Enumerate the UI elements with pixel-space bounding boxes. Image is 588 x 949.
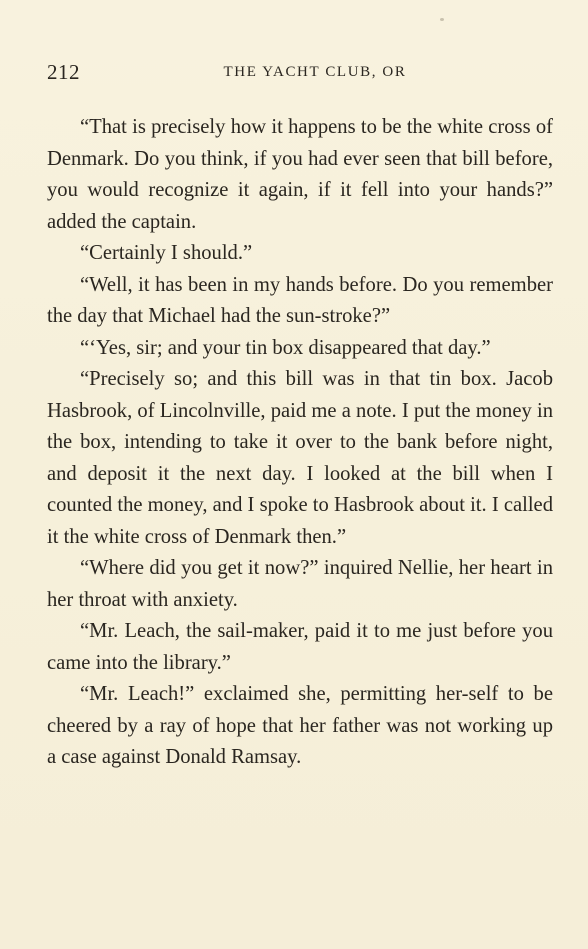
- paragraph: “Mr. Leach!” exclaimed she, permitting her-self to be cheered by a ray of hope that her father was not working up a case against Donald Ramsay.: [47, 683, 553, 768]
- page-header: [47, 60, 553, 90]
- paper-speck: [440, 18, 444, 21]
- paragraph: “That is precisely how it happens to be the white cross of Denmark. Do you think, if you had ever seen that bill before, you would recognize it again, if it fell into your hands?” added the captain.: [47, 116, 553, 233]
- paragraph: “Certainly I should.”: [80, 242, 253, 264]
- body-text: [47, 112, 553, 774]
- page-number: 212: [47, 60, 80, 84]
- paragraph: “Mr. Leach, the sail-maker, paid it to me just before you came into the library.”: [47, 620, 553, 674]
- paragraph: “Where did you get it now?” inquired Nellie, her heart in her throat with anxiety.: [47, 557, 553, 611]
- running-title: THE YACHT CLUB, OR: [223, 64, 407, 80]
- paragraph: “Precisely so; and this bill was in that tin box. Jacob Hasbrook, of Lincolnville, paid me a note. I put the money in the box, intending to take it over to the bank before night, and deposit it the next day. I looked at the bill when I counted the money, and I spoke to Hasbrook about it. I called it the white cross of Denmark then.”: [47, 368, 553, 548]
- paragraph: “Well, it has been in my hands before. Do you remember the day that Michael had the sun-stroke?”: [47, 273, 553, 327]
- paragraph: “‘Yes, sir; and your tin box disappeared that day.”: [80, 336, 491, 359]
